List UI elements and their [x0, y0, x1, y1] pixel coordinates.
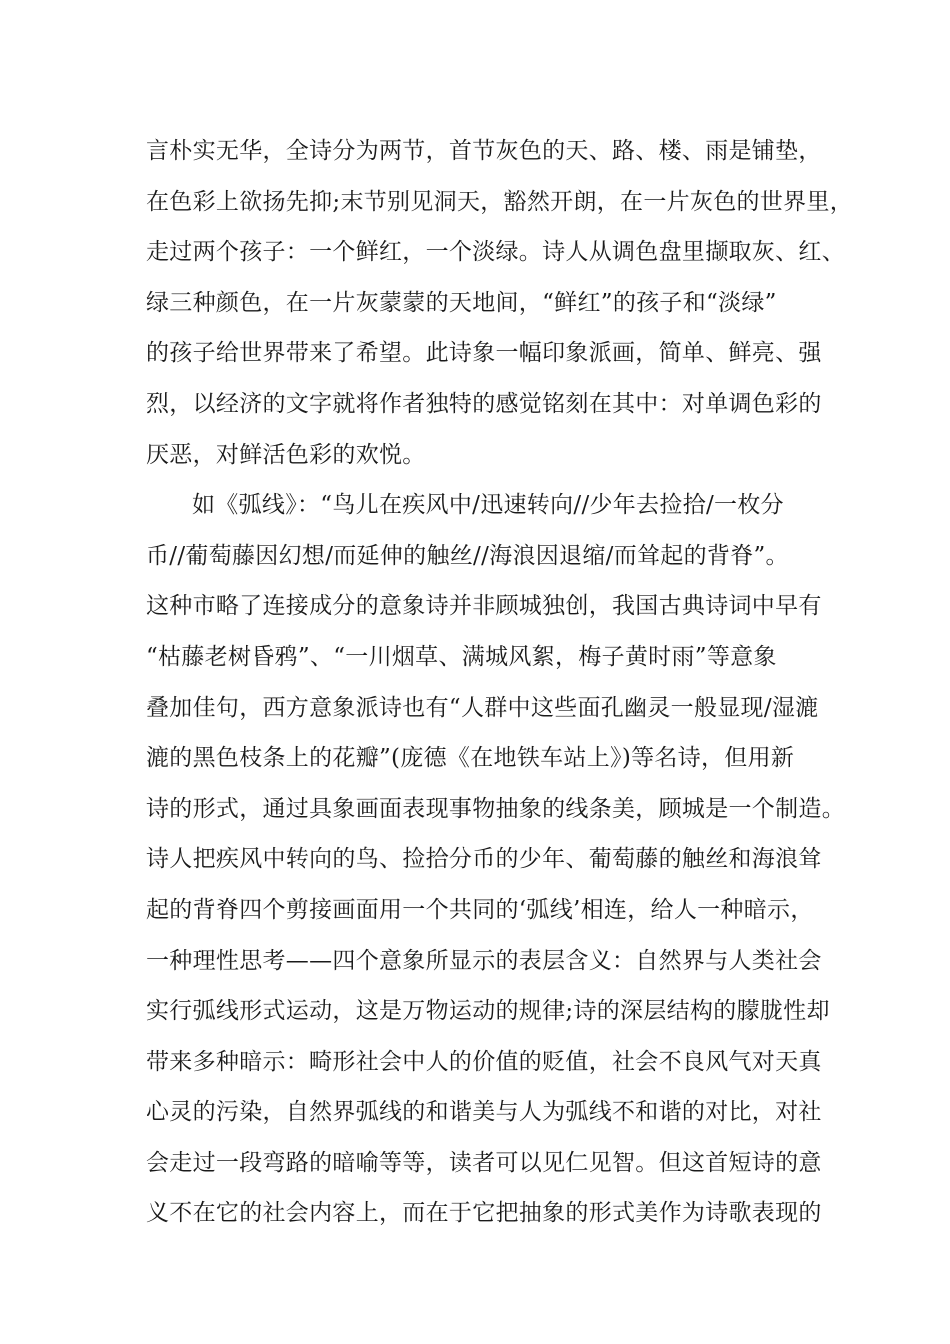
- text-line: 起的背脊四个剪接画面用一个共同的‘弧线’相连，给人一种暗示，: [146, 896, 814, 923]
- text-line: 带来多种暗示：畸形社会中人的价值的贬值，社会不良风气对天真: [146, 1048, 822, 1075]
- text-line: 漉的黑色枝条上的花瓣”(庞德《在地铁车站上》)等名诗，但用新: [146, 745, 795, 772]
- text-line: 义不在它的社会内容上，而在于它把抽象的形式美作为诗歌表现的: [146, 1200, 822, 1227]
- text-line: 这种市略了连接成分的意象诗并非顾城独创，我国古典诗词中早有: [146, 593, 822, 620]
- text-line: 烈，以经济的文字就将作者独特的感觉铭刻在其中：对单调色彩的: [146, 390, 822, 417]
- body-text: [146, 126, 854, 1239]
- text-line: 走过两个孩子：一个鲜红，一个淡绿。诗人从调色盘里撷取灰、红、: [146, 239, 845, 266]
- text-line: 心灵的污染，自然界弧线的和谐美与人为弧线不和谐的对比，对社: [146, 1099, 822, 1126]
- text-line: 币//葡萄藤因幻想/而延伸的触丝//海浪因退缩/而耸起的背脊”。: [146, 542, 789, 569]
- text-line: 的孩子给世界带来了希望。此诗象一幅印象派画，简单、鲜亮、强: [146, 340, 822, 367]
- text-line: 厌恶，对鲜活色彩的欢悦。: [146, 441, 426, 468]
- text-line: 在色彩上欲扬先抑;末节别见洞天，豁然开朗，在一片灰色的世界里，: [146, 188, 854, 215]
- text-line: 绿三种颜色，在一片灰蒙蒙的天地间，“鲜红”的孩子和“淡绿”: [146, 289, 777, 316]
- text-line: 会走过一段弯路的暗喻等等，读者可以见仁见智。但这首短诗的意: [146, 1149, 822, 1176]
- text-line: 实行弧线形式运动，这是万物运动的规律;诗的深层结构的朦胧性却: [146, 998, 830, 1025]
- text-line: 言朴实无华，全诗分为两节，首节灰色的天、路、楼、雨是铺垫，: [146, 138, 822, 164]
- text-line: 诗人把疾风中转向的鸟、捡拾分币的少年、葡萄藤的触丝和海浪耸: [146, 846, 822, 873]
- text-line: 叠加佳句，西方意象派诗也有“人群中这些面孔幽灵一般显现/湿漉: [146, 694, 819, 721]
- text-line: 一种理性思考——四个意象所显示的表层含义：自然界与人类社会: [146, 947, 822, 974]
- paragraph-start-line: 如《弧线》：“鸟儿在疾风中/迅速转向//少年去捡拾/一枚分: [192, 492, 784, 519]
- text-line: “枯藤老树昏鸦”、“一川烟草、满城风絮，梅子黄时雨”等意象: [146, 643, 777, 670]
- text-line: 诗的形式，通过具象画面表现事物抽象的线条美，顾城是一个制造。: [146, 795, 845, 822]
